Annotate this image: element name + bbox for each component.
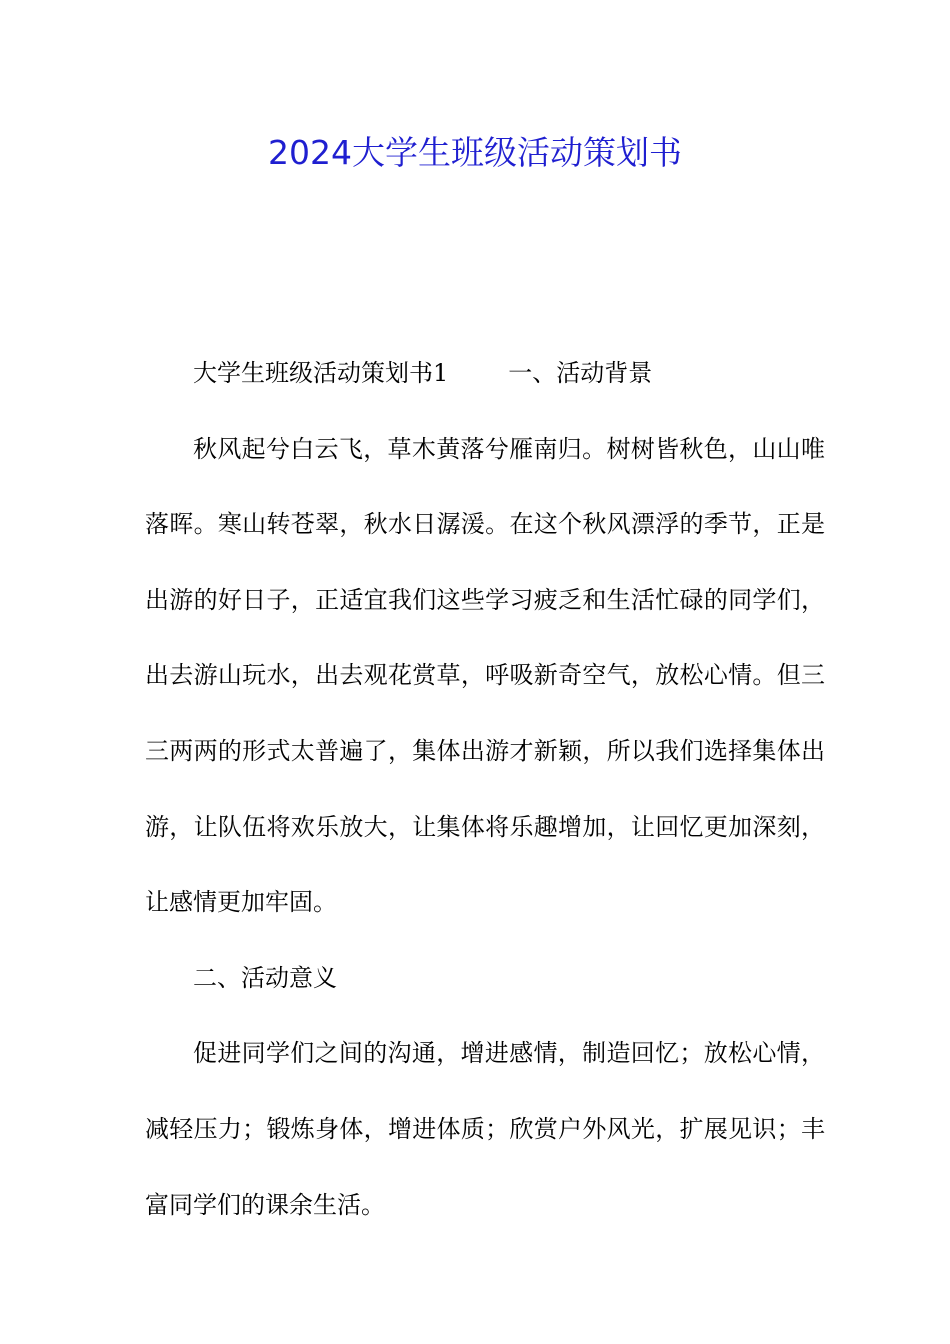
section-heading-line bbox=[145, 336, 825, 412]
heading-background: 一、活动背景 bbox=[508, 359, 653, 387]
section-heading: 大学生班级活动策划书1 bbox=[193, 359, 449, 387]
heading-significance: 二、活动意义 bbox=[193, 963, 337, 992]
document-body bbox=[145, 336, 825, 1243]
document-title: 2024大学生班级活动策划书 bbox=[268, 133, 682, 172]
paragraph-background: 秋风起兮白云飞，草木黄落兮雁南归。树树皆秋色，山山唯落晖。寒山转苍翠，秋水日潺湲。在这个秋风漂浮的季节，正是出游的好日子，正适宜我们这些学习疲乏和生活忙碌的同学们，出去游山玩水，出去观花赏草，呼吸新奇空气，放松心情。但三三两两的形式太普遍了，集体出游才新颖，所以我们选择集体出游，让队伍将欢乐放大，让集体将乐趣增加，让回忆更加深刻，让感情更加牢固。 bbox=[145, 434, 825, 917]
paragraph-significance: 促进同学们之间的沟通，增进感情，制造回忆；放松心情，减轻压力；锻炼身体，增进体质；欣赏户外风光，扩展见识；丰富同学们的课余生活。 bbox=[145, 1039, 825, 1219]
